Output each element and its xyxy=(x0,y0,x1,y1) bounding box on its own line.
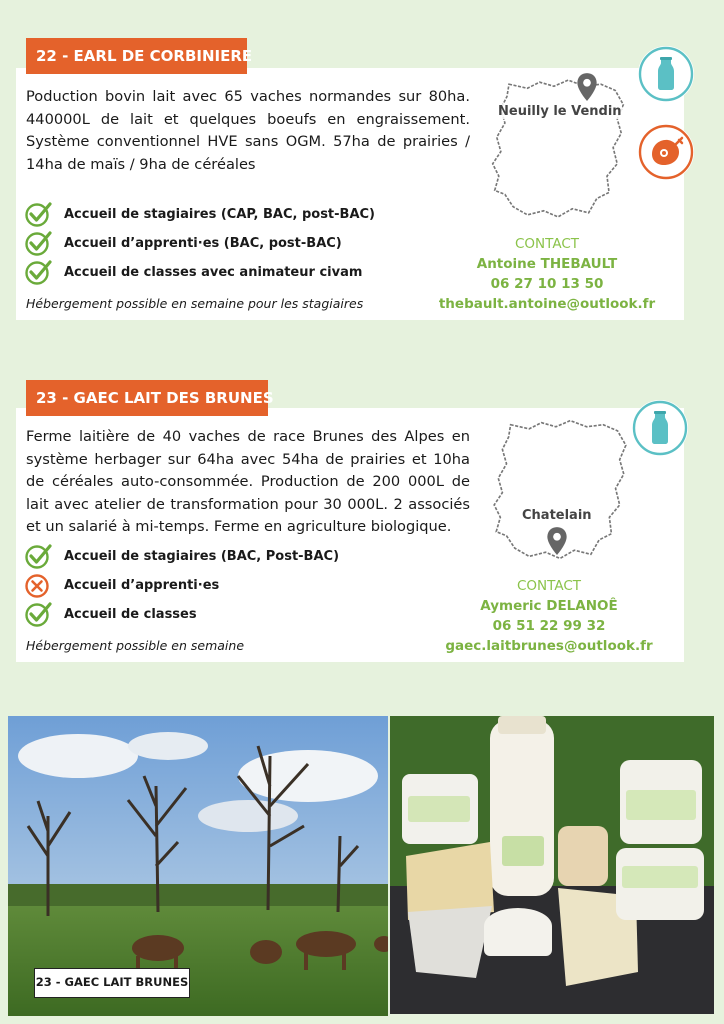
photo-caption: 23 - GAEC LAIT BRUNES xyxy=(34,968,190,998)
contact-block xyxy=(424,576,674,656)
dairy-products-photo xyxy=(390,716,714,1014)
farm-description: Ferme laitière de 40 vaches de race Brunes des Alpes en système herbager sur 64ha avec 54ha de prairies et 10ha de céréales auto-consommée. Production de 200 000L de lait avec atelier de transformation pour 30 000L. 2 associés et un salarié à mi-temps. Ferme en agriculture biologique. xyxy=(26,428,470,535)
feature-item xyxy=(24,542,339,570)
feature-label: Accueil de stagiaires (BAC, Post-BAC) xyxy=(64,548,340,564)
location-label: Neuilly le Vendin xyxy=(498,104,622,119)
farm-title: 22 - EARL DE CORBINIERE xyxy=(26,38,247,74)
feature-item xyxy=(24,229,342,257)
contact-phone[interactable]: 06 51 22 99 32 xyxy=(492,618,606,634)
lodging-note: Hébergement possible en semaine pour les stagiaires xyxy=(26,296,364,311)
farm-title: 23 - GAEC LAIT DES BRUNES xyxy=(26,380,268,416)
milk-bottle-icon xyxy=(632,400,688,456)
feature-label: Accueil de classes xyxy=(64,606,197,622)
check-icon xyxy=(24,200,54,228)
check-icon xyxy=(24,542,54,570)
farm-description: Poduction bovin lait avec 65 vaches normandes sur 80ha. 440000L de lait et quelques boeufs en engraissement. Système conventionnel HVE sans OGM. 57ha de prairies / 14ha de maïs / 9ha de céréales xyxy=(26,88,470,173)
contact-phone[interactable]: 06 27 10 13 50 xyxy=(490,276,604,292)
cross-icon xyxy=(24,571,54,599)
location-pin-icon xyxy=(576,72,598,102)
farm-card-23 xyxy=(16,408,684,662)
feature-label: Accueil d’apprenti·es (BAC, post-BAC) xyxy=(64,235,342,251)
feature-item xyxy=(24,600,197,628)
contact-email[interactable]: thebault.antoine@outlook.fr xyxy=(438,296,656,312)
feature-label: Accueil de stagiaires (CAP, BAC, post-BAC) xyxy=(64,206,375,222)
feature-item xyxy=(24,200,375,228)
contact-name: Antoine THEBAULT xyxy=(476,256,618,272)
contact-heading: CONTACT xyxy=(516,578,582,594)
farm-card-22 xyxy=(16,68,684,320)
milk-bottle-icon xyxy=(638,46,694,102)
contact-block xyxy=(422,234,672,314)
feature-label: Accueil d’apprenti·es xyxy=(64,577,220,593)
check-icon xyxy=(24,258,54,286)
contact-name: Aymeric DELANOÊ xyxy=(480,598,618,614)
feature-label: Accueil de classes avec animateur civam xyxy=(64,264,363,280)
contact-heading: CONTACT xyxy=(514,236,580,252)
department-map xyxy=(486,74,630,222)
contact-email[interactable]: gaec.laitbrunes@outlook.fr xyxy=(445,638,653,654)
check-icon xyxy=(24,600,54,628)
check-icon xyxy=(24,229,54,257)
feature-item xyxy=(24,571,219,599)
meat-icon xyxy=(638,124,694,180)
location-label: Chatelain xyxy=(522,508,592,523)
lodging-note: Hébergement possible en semaine xyxy=(26,638,245,653)
feature-item xyxy=(24,258,362,286)
location-pin-icon xyxy=(546,526,568,556)
